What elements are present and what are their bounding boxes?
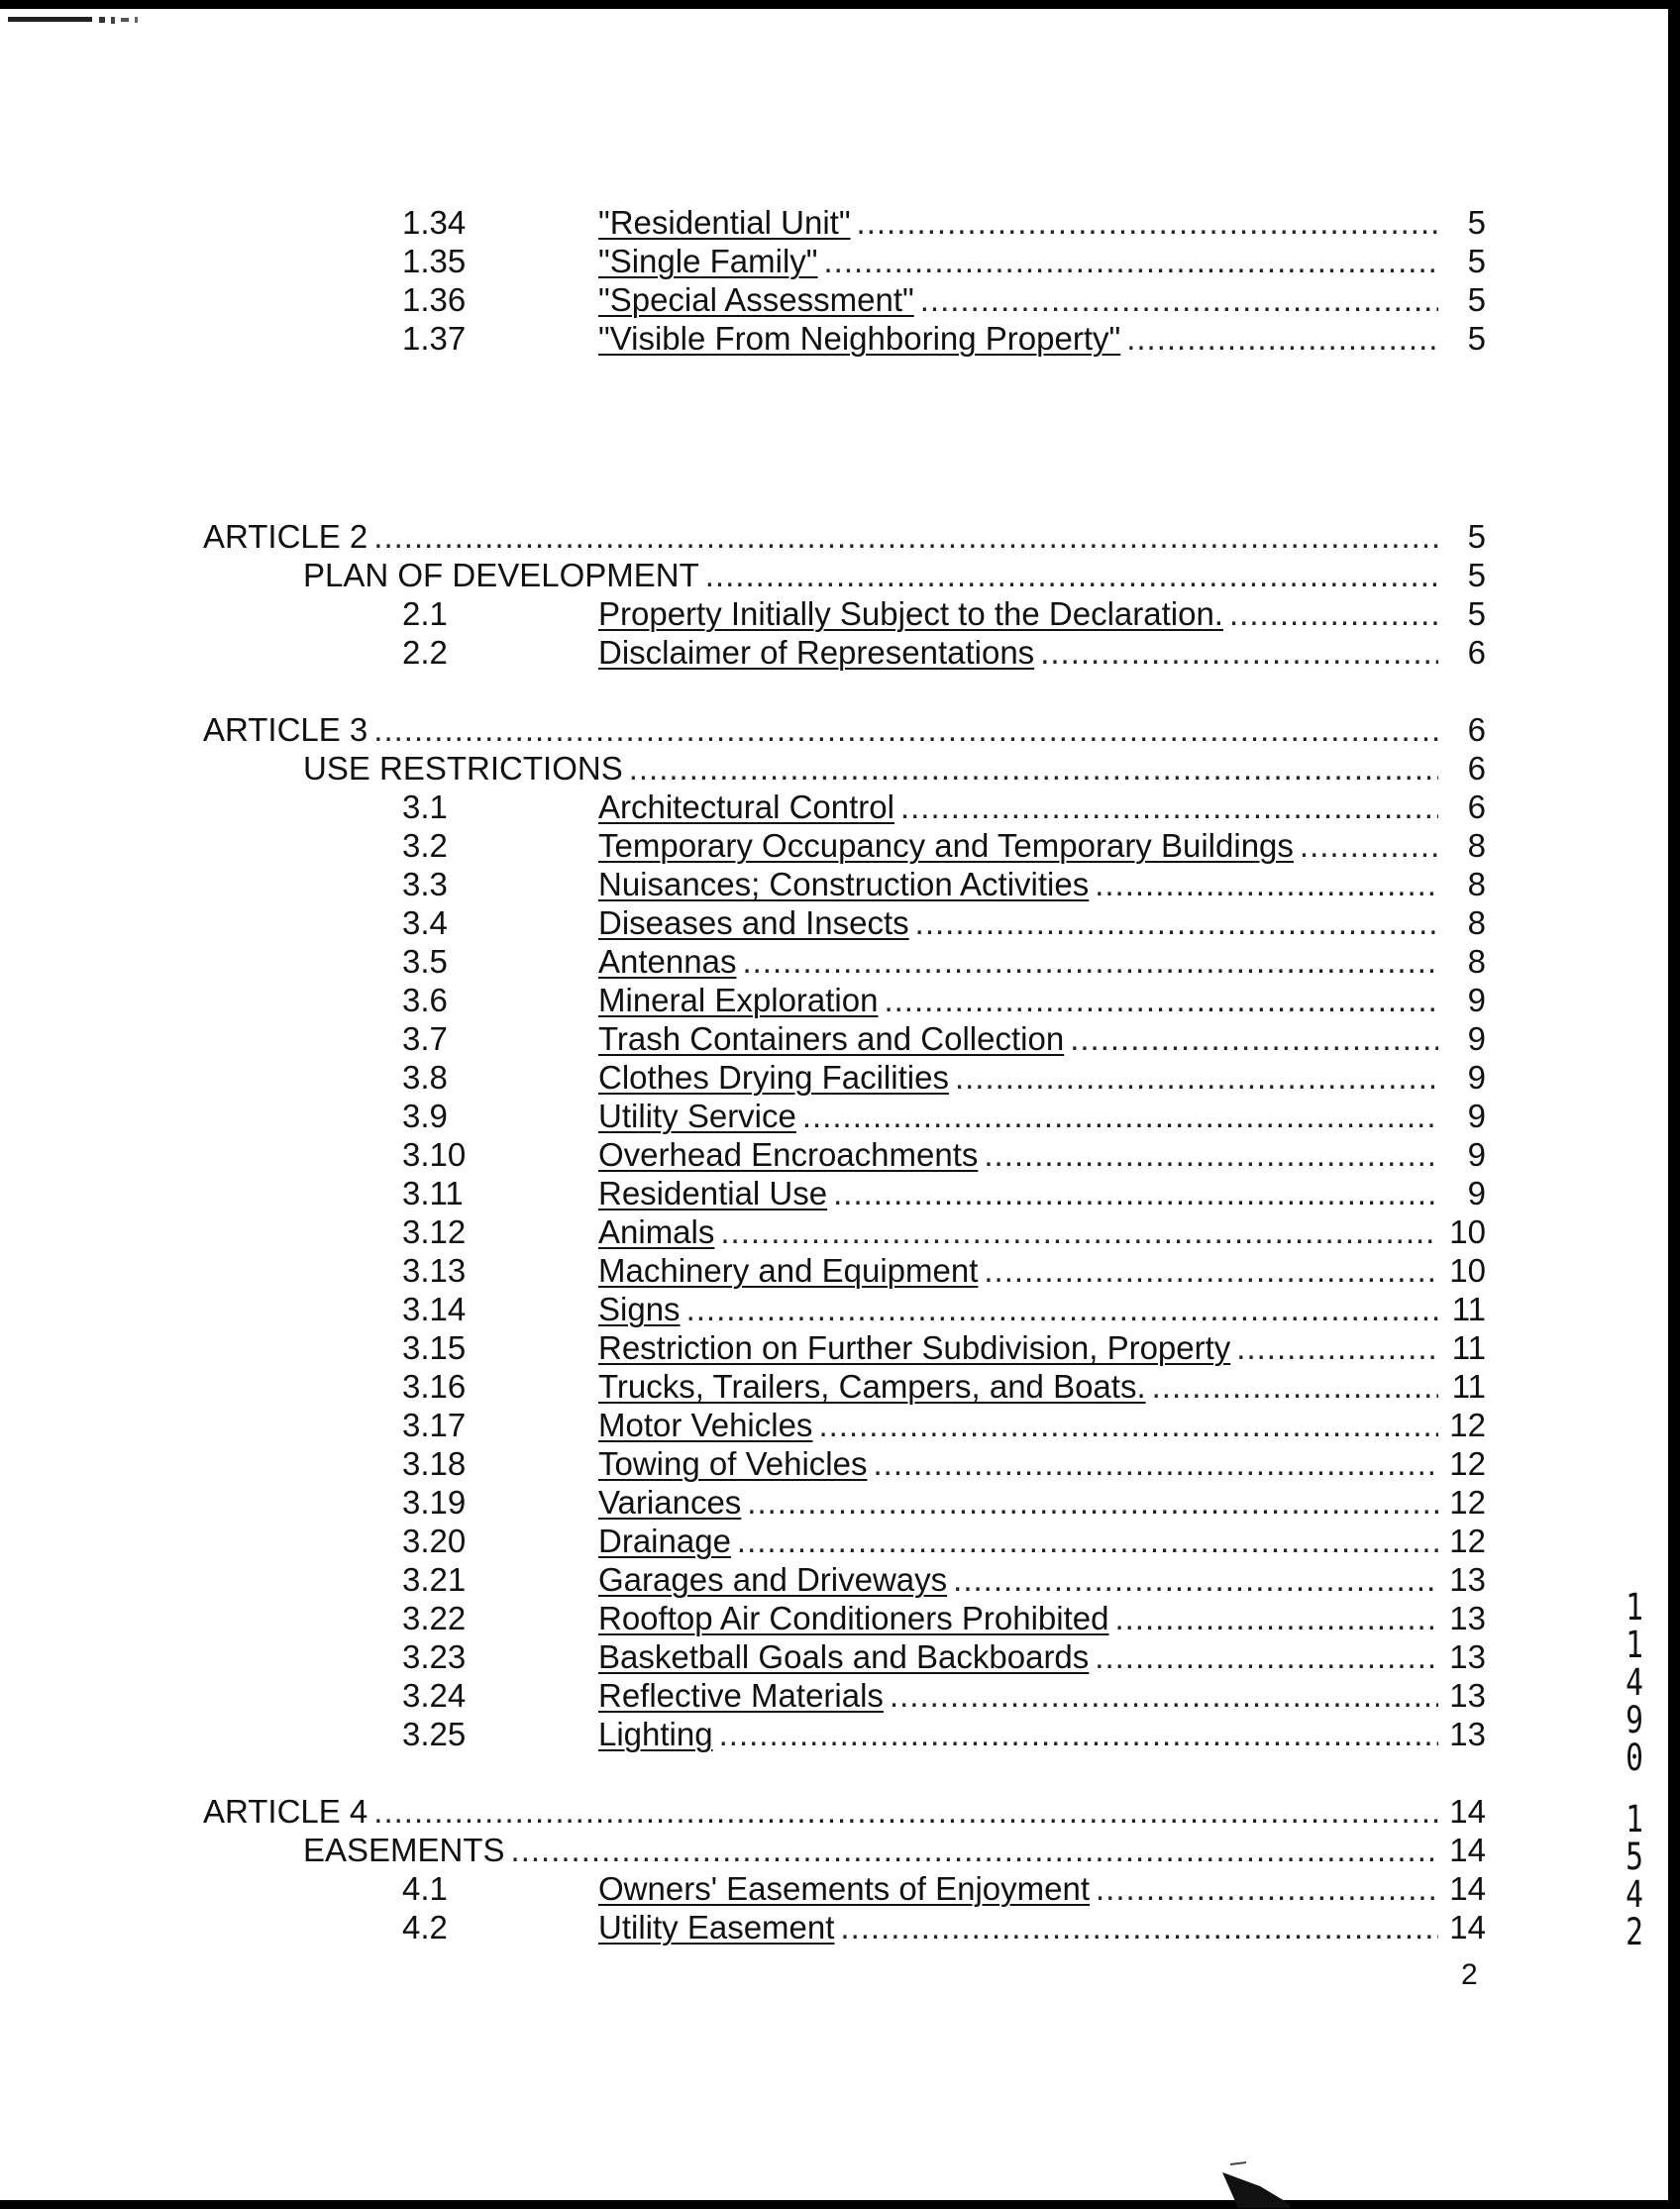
toc-entry-number: 3.11: [402, 1175, 464, 1211]
toc-entry: [402, 280, 1486, 320]
toc-entry-title: Antennas: [598, 943, 737, 980]
toc-page-number: 10: [1449, 1213, 1486, 1250]
dot-leader: [1152, 1367, 1438, 1407]
page-number: 2: [1461, 1958, 1478, 1991]
toc-page-number: 12: [1449, 1407, 1486, 1443]
toc-page-number: 9: [1467, 1136, 1486, 1173]
toc-page-number: 8: [1467, 827, 1486, 864]
toc-entry-number: 3.3: [402, 866, 448, 902]
toc-page-number: 14: [1449, 1870, 1486, 1907]
toc-page-number: 14: [1449, 1832, 1486, 1868]
toc-entry-number: 3.19: [402, 1484, 467, 1521]
toc-entry: [402, 826, 1486, 866]
dot-leader: [747, 1483, 1438, 1523]
toc-page-number: 5: [1467, 595, 1486, 632]
dot-leader: [984, 1135, 1438, 1175]
toc-page-number: 5: [1467, 320, 1486, 357]
toc-entry-number: 3.8: [402, 1059, 448, 1096]
toc-entry-title: Utility Easement: [598, 1909, 835, 1946]
toc-page-number: 11: [1451, 1368, 1486, 1405]
dot-leader: [373, 1792, 1438, 1832]
toc-page-number: 9: [1467, 1098, 1486, 1134]
toc-entry-title: Restriction on Further Subdivision, Property: [598, 1329, 1231, 1366]
toc-entry: [402, 1483, 1486, 1523]
dot-leader: [1114, 1599, 1438, 1638]
toc-entry-title: Animals: [598, 1213, 715, 1250]
toc-entry: [402, 1290, 1486, 1329]
toc-entry: [402, 203, 1486, 243]
dot-leader: [900, 788, 1438, 827]
toc-section-title: ARTICLE 4: [203, 1793, 368, 1830]
toc-entry-number: 3.5: [402, 943, 448, 980]
toc-entry-title: Basketball Goals and Backboards: [598, 1638, 1090, 1675]
toc-entry: [402, 1869, 1486, 1909]
toc-entry: [402, 1444, 1486, 1484]
toc-entry-number: 3.4: [402, 904, 448, 941]
toc-entry-number: 3.13: [402, 1252, 467, 1289]
toc-entry-number: 3.25: [402, 1716, 467, 1752]
dot-leader: [915, 903, 1438, 943]
toc-article: [203, 1792, 1486, 1832]
document-page: [0, 9, 1668, 2200]
toc-article: [203, 710, 1486, 750]
toc-entry: [402, 788, 1486, 827]
dot-leader: [824, 242, 1439, 281]
toc-entry: [402, 1251, 1486, 1291]
toc-entry-number: 1.36: [402, 281, 467, 318]
dot-leader: [1096, 1869, 1438, 1909]
toc-entry-title: "Special Assessment": [598, 281, 914, 318]
toc-entry-title: Diseases and Insects: [598, 904, 909, 941]
toc-entry-title: Residential Use: [598, 1175, 828, 1211]
dot-leader: [833, 1174, 1438, 1213]
toc-entry: [402, 1328, 1486, 1368]
stamp-digit: 4: [1626, 1873, 1643, 1916]
toc-entry-title: Architectural Control: [598, 789, 894, 825]
toc-entry-number: 3.22: [402, 1600, 467, 1636]
stamp-digit: 9: [1626, 1699, 1643, 1741]
toc-article: [203, 517, 1486, 557]
dot-leader: [984, 1251, 1438, 1291]
toc-page-number: 5: [1467, 281, 1486, 318]
toc-section-title: ARTICLE 3: [203, 711, 368, 748]
toc-page-number: 10: [1449, 1252, 1486, 1289]
dot-leader: [373, 710, 1438, 750]
toc-entry-number: 1.35: [402, 243, 467, 279]
toc-entry-number: 3.23: [402, 1638, 467, 1675]
toc-entry-number: 3.24: [402, 1677, 467, 1714]
stamp-digit: 1: [1626, 1586, 1643, 1629]
toc-entry-title: Clothes Drying Facilities: [598, 1059, 949, 1096]
toc-heading: [303, 1831, 1486, 1870]
toc-page-number: 13: [1449, 1638, 1486, 1675]
dot-leader: [1095, 1637, 1438, 1677]
dot-leader: [920, 280, 1438, 320]
toc-entry: [402, 594, 1486, 634]
dot-leader: [1300, 826, 1438, 866]
toc-entry-number: 2.1: [402, 595, 448, 632]
toc-entry-number: 3.21: [402, 1561, 467, 1598]
toc-page-number: 11: [1451, 1291, 1486, 1327]
toc-entry: [402, 1097, 1486, 1136]
toc-entry: [402, 1212, 1486, 1252]
toc-page-number: 8: [1467, 943, 1486, 980]
toc-entry: [402, 1019, 1486, 1059]
toc-entry-number: 3.16: [402, 1368, 467, 1405]
toc-entry: [402, 981, 1486, 1020]
dot-leader: [953, 1560, 1438, 1600]
toc-section-title: PLAN OF DEVELOPMENT: [303, 557, 699, 593]
toc-page-number: 14: [1449, 1793, 1486, 1830]
toc-entry-number: 3.9: [402, 1098, 448, 1134]
toc-entry-number: 3.15: [402, 1329, 467, 1366]
toc-section-title: USE RESTRICTIONS: [303, 750, 623, 787]
toc-page-number: 12: [1449, 1445, 1486, 1482]
toc-entry-title: Disclaimer of Representations: [598, 634, 1035, 671]
toc-entry: [402, 865, 1486, 904]
dot-leader: [1126, 319, 1438, 359]
toc-heading: [303, 749, 1486, 789]
toc-page-number: 6: [1467, 750, 1486, 787]
toc-entry: [402, 1058, 1486, 1098]
toc-entry-number: 4.2: [402, 1909, 448, 1946]
dot-leader: [737, 1522, 1438, 1561]
dot-leader: [373, 517, 1438, 557]
dot-leader: [857, 203, 1438, 243]
toc-entry-title: Garages and Driveways: [598, 1561, 948, 1598]
dot-leader: [1095, 865, 1438, 904]
toc-entry-number: 4.1: [402, 1870, 448, 1907]
toc-entry-title: Lighting: [598, 1716, 713, 1752]
toc-entry: [402, 1637, 1486, 1677]
toc-section-title: EASEMENTS: [303, 1832, 505, 1868]
toc-entry-title: Mineral Exploration: [598, 982, 879, 1018]
stamp-digit: 4: [1626, 1661, 1643, 1704]
dot-leader: [629, 749, 1438, 789]
toc-entry-title: "Single Family": [598, 243, 818, 279]
toc-entry-title: Trash Containers and Collection: [598, 1020, 1065, 1057]
dot-leader: [705, 556, 1438, 595]
toc-entry-title: Trucks, Trailers, Campers, and Boats.: [598, 1368, 1146, 1405]
toc-entry: [402, 1908, 1486, 1947]
toc-entry-number: 3.2: [402, 827, 448, 864]
toc-entry-title: Utility Service: [598, 1098, 796, 1134]
toc-entry-title: Nuisances; Construction Activities: [598, 866, 1090, 902]
toc-entry-number: 3.20: [402, 1523, 467, 1559]
toc-entry: [402, 903, 1486, 943]
dot-leader: [955, 1058, 1438, 1098]
toc-entry-title: Drainage: [598, 1523, 731, 1559]
toc-entry-number: 3.6: [402, 982, 448, 1018]
toc-page-number: 5: [1467, 518, 1486, 555]
bates-stamp: [1619, 1586, 1650, 1953]
toc-entry: [402, 1367, 1486, 1407]
dot-leader: [840, 1908, 1438, 1947]
toc-page-number: 12: [1449, 1484, 1486, 1521]
toc-page-number: 6: [1467, 634, 1486, 671]
toc-page-number: 9: [1467, 1175, 1486, 1211]
toc-entry: [402, 319, 1486, 359]
toc-entry-number: 3.10: [402, 1136, 467, 1173]
toc-entry: [402, 1560, 1486, 1600]
toc-page-number: 5: [1467, 243, 1486, 279]
stamp-digit: 2: [1626, 1911, 1643, 1953]
toc-page-number: 8: [1467, 866, 1486, 902]
dot-leader: [720, 1212, 1438, 1252]
toc-entry-title: Reflective Materials: [598, 1677, 884, 1714]
toc-page-number: 14: [1449, 1909, 1486, 1946]
toc-entry-number: 3.12: [402, 1213, 467, 1250]
stamp-digit: 0: [1626, 1736, 1643, 1779]
toc-entry-title: Rooftop Air Conditioners Prohibited: [598, 1600, 1109, 1636]
toc-entry: [402, 1135, 1486, 1175]
toc-entry-title: Signs: [598, 1291, 681, 1327]
toc-entry-title: Temporary Occupancy and Temporary Buildings: [598, 827, 1294, 864]
toc-page-number: 13: [1449, 1561, 1486, 1598]
toc-page-number: 9: [1467, 1020, 1486, 1057]
toc-page-number: 5: [1467, 204, 1486, 241]
toc-entry: [402, 1676, 1486, 1716]
toc-entry-number: 3.14: [402, 1291, 467, 1327]
toc-entry-number: 3.1: [402, 789, 448, 825]
toc-entry-title: Owners' Easements of Enjoyment: [598, 1870, 1091, 1907]
stamp-digit: 1: [1626, 1798, 1643, 1841]
toc-entry-title: "Visible From Neighboring Property": [598, 320, 1121, 357]
toc-entry: [402, 942, 1486, 982]
toc-page-number: 9: [1467, 982, 1486, 1018]
dot-leader: [1236, 1328, 1438, 1368]
toc-section-title: ARTICLE 2: [203, 518, 368, 555]
toc-entry-number: 1.37: [402, 320, 467, 357]
toc-entry: [402, 1174, 1486, 1213]
toc-entry-title: Property Initially Subject to the Declaration.: [598, 595, 1223, 632]
stamp-digit: 1: [1626, 1624, 1643, 1666]
toc-entry: [402, 1522, 1486, 1561]
toc-entry: [402, 242, 1486, 281]
toc-page-number: 13: [1449, 1716, 1486, 1752]
toc-entry: [402, 1599, 1486, 1638]
toc-page-number: 5: [1467, 557, 1486, 593]
scan-corner-mark: [1220, 2160, 1292, 2208]
toc-entry: [402, 1406, 1486, 1445]
toc-entry-title: Overhead Encroachments: [598, 1136, 979, 1173]
dot-leader: [818, 1406, 1438, 1445]
toc-entry-title: Motor Vehicles: [598, 1407, 813, 1443]
toc-entry: [402, 633, 1486, 673]
dot-leader: [802, 1097, 1438, 1136]
toc-page-number: 9: [1467, 1059, 1486, 1096]
scan-edge-mark: [8, 9, 157, 31]
dot-leader: [1229, 594, 1438, 634]
dot-leader: [1070, 1019, 1438, 1059]
toc-entry-title: Machinery and Equipment: [598, 1252, 979, 1289]
toc-entry: [402, 1715, 1486, 1754]
dot-leader: [890, 1676, 1438, 1716]
toc-entry-number: 1.34: [402, 204, 467, 241]
toc-page-number: 8: [1467, 904, 1486, 941]
toc-entry-title: Variances: [598, 1484, 742, 1521]
toc-entry-number: 3.17: [402, 1407, 467, 1443]
dot-leader: [884, 981, 1438, 1020]
toc-entry-number: 3.18: [402, 1445, 467, 1482]
toc-entry-title: "Residential Unit": [598, 204, 851, 241]
toc-entry-title: Towing of Vehicles: [598, 1445, 868, 1482]
dot-leader: [874, 1444, 1439, 1484]
dot-leader: [686, 1290, 1438, 1329]
dot-leader: [719, 1715, 1438, 1754]
toc-page-number: 13: [1449, 1600, 1486, 1636]
stamp-digit: 5: [1626, 1836, 1643, 1878]
toc-page-number: 11: [1451, 1329, 1486, 1366]
toc-page-number: 12: [1449, 1523, 1486, 1559]
dot-leader: [742, 942, 1438, 982]
toc-heading: [303, 556, 1486, 595]
dot-leader: [1040, 633, 1438, 673]
toc-entry-number: 2.2: [402, 634, 448, 671]
dot-leader: [511, 1831, 1438, 1870]
toc-page-number: 6: [1467, 711, 1486, 748]
toc-page-number: 6: [1467, 789, 1486, 825]
toc-page-number: 13: [1449, 1677, 1486, 1714]
toc-entry-number: 3.7: [402, 1020, 448, 1057]
